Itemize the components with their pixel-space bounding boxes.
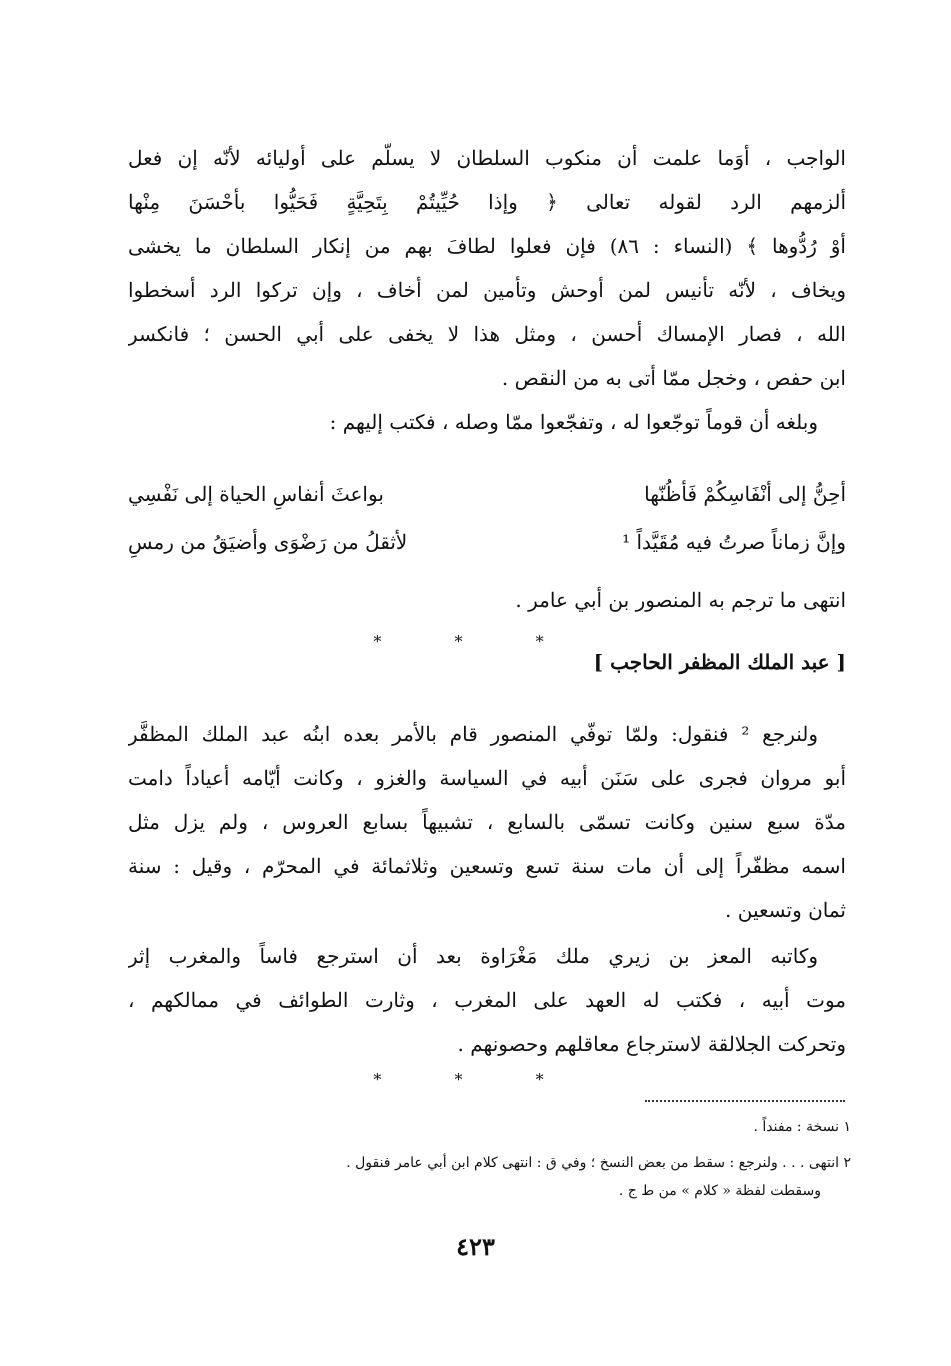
section-separator: * * * xyxy=(373,632,578,651)
verse-first-hemistich: أحِنُّ إلى أنْفَاسِكُمْ فَأظُنّها xyxy=(644,482,846,506)
verse-second-hemistich: لأثقلُ من رَضْوَى وأضيَقُ من رمسِ xyxy=(128,530,408,554)
paragraph-letter xyxy=(128,136,846,444)
section-separator: * * * xyxy=(373,1070,578,1089)
text-line: الواجب ، أوَما علمت أن منكوب السلطان لا يسلّم على أوليائه لأنّه إن فعل xyxy=(128,146,846,170)
section-heading: [ عبد الملك المظفر الحاجب ] xyxy=(593,650,846,674)
text-line: وكاتبه المعز بن زيري ملك مَغْرَاوة بعد أن استرجع فاساً والمغرب إثر xyxy=(128,944,818,968)
paragraph-biography xyxy=(128,712,846,932)
text-line: ثمان وتسعين . xyxy=(725,898,846,922)
text-line: أوْ رُدُّوها ﴾ (النساء : ٨٦) فإن فعلوا لطافَ بهم من إنكار السلطان ما يخشى xyxy=(128,234,846,258)
text-line: ولنرجع ² فنقول: ولمّا توفّي المنصور قام بالأمر بعده ابنُه عبد الملك المظفَّر xyxy=(128,722,819,746)
text-line: اسمه مظفّراً إلى أن مات سنة تسع وتسعين وثلاثمائة في المحرّم ، وقيل : سنة xyxy=(128,854,846,878)
verse-first-hemistich: وإنَّ زماناً صرتُ فيه مُقَيَّداً ¹ xyxy=(622,530,846,554)
text-line: وتحركت الجلالقة لاسترجاع معاقلهم وحصونهم . xyxy=(457,1032,846,1056)
text-line: انتهى ما ترجم به المنصور بن أبي عامر . xyxy=(515,588,846,612)
paragraph-closing xyxy=(128,578,846,622)
text-line: أبو مروان فجرى على سَنَن أبيه في السياسة والغزو ، وكانت أيّامه أعياداً دامت xyxy=(128,766,846,790)
footnote: ٢ انتهى . . . ولنرجع : سقط من بعض النسخ ؛ وفي ق : انتهى كلام ابن أبي عامر فنقول . xyxy=(346,1155,851,1171)
paragraph-muizz xyxy=(128,934,846,1066)
text-line: مدّة سبع سنين وكانت تسمّى بالسابع ، تشبيهاً بسابع العروس ، ولم يزل مثل xyxy=(128,810,846,834)
footnote-divider xyxy=(645,1100,845,1102)
text-line: وبلغه أن قوماً توجّعوا له ، وتفجّعوا ممّا وصله ، فكتب إليهم : xyxy=(329,410,818,434)
text-line: الله ، فصار الإمساك أحسن ، ومثل هذا لا يخفى على أبي الحسن ؛ فانكسر xyxy=(128,322,846,346)
text-line: ابن حفص ، وخجل ممّا أتى به من النقص . xyxy=(501,366,846,390)
footnote: ١ نسخة : مفنداً . xyxy=(753,1119,851,1135)
poem-verses xyxy=(128,470,846,566)
verse-second-hemistich: بواعثَ أنفاسِ الحياة إلى نَفْسِي xyxy=(128,482,384,506)
footnote: وسقطت لفظة « كلام » من ط ج . xyxy=(618,1183,821,1199)
text-line: ألزمهم الرد لقوله تعالى ﴿ وإذا حُيِّيتُمْ بِتَحِيَّةٍ فَحَيُّوا بأحْسَنَ مِنْها xyxy=(128,190,846,214)
text-line: موت أبيه ، فكتب له العهد على المغرب ، وثارت الطوائف في ممالكهم ، xyxy=(128,988,846,1012)
page-number: ٤٢٣ xyxy=(456,1232,495,1261)
verse-line xyxy=(128,518,846,566)
text-line: ويخاف ، لأنّه تأنيس لمن أوحش وتأمين لمن أخاف ، وإن تركوا الرد أسخطوا xyxy=(128,278,846,302)
verse-line xyxy=(128,470,846,518)
